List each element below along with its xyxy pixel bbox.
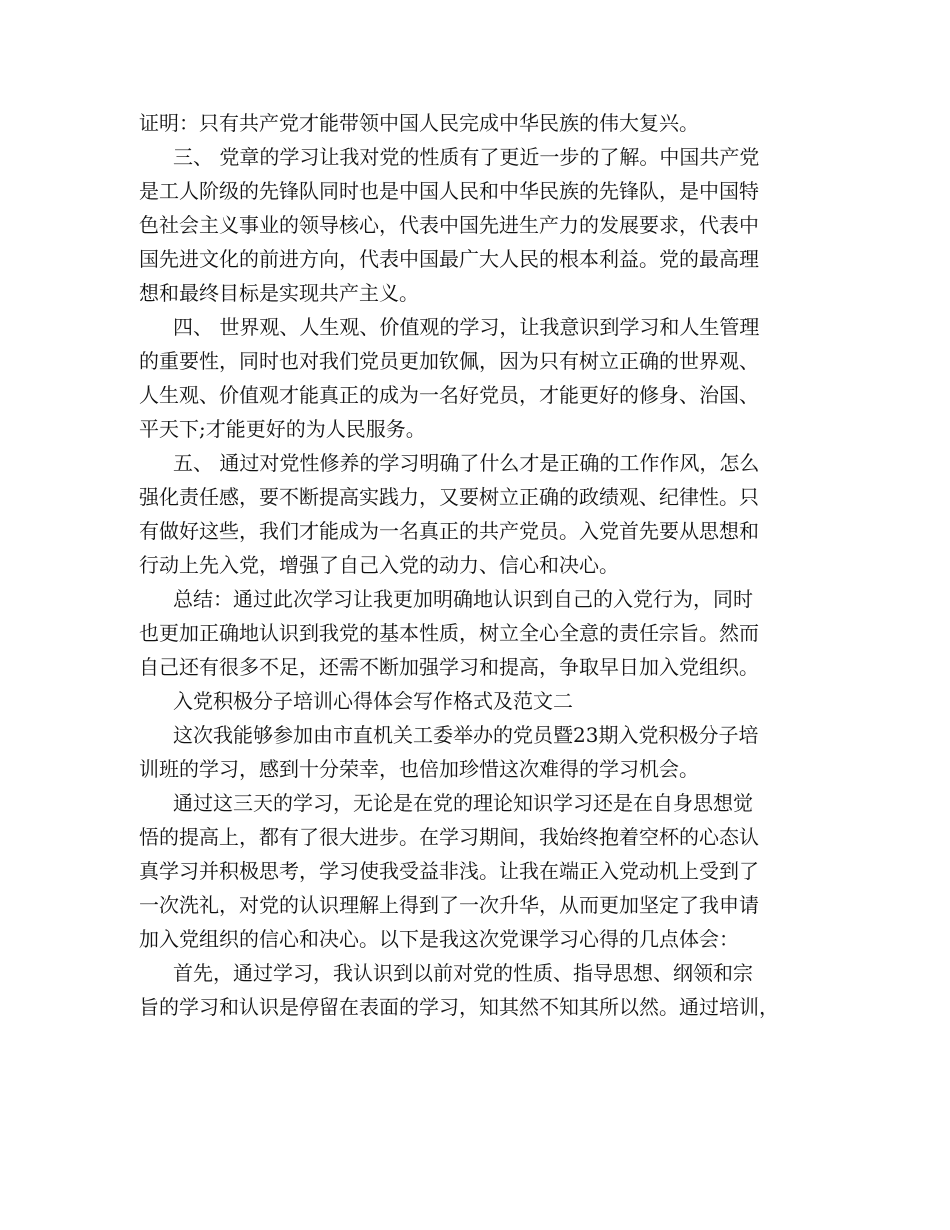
text-line: 强化责任感，要不断提高实践力，又要树立正确的政绩观、纪律性。只	[139, 485, 759, 509]
text-line: 色社会主义事业的领导核心，代表中国先进生产力的发展要求，代表中	[139, 213, 759, 237]
text-line: 想和最终目标是实现共产主义。	[139, 281, 419, 305]
text-line: 入党积极分子培训心得体会写作格式及范文二	[173, 689, 573, 713]
text-line: 真学习并积极思考，学习使我受益非浅。让我在端正入党动机上受到了	[139, 859, 759, 883]
text-line: 通过这三天的学习，无论是在党的理论知识学习还是在自身思想觉	[173, 791, 753, 815]
text-line: 行动上先入党，增强了自己入党的动力、信心和决心。	[139, 553, 619, 577]
text-line: 人生观、价值观才能真正的成为一名好党员，才能更好的修身、治国、	[139, 383, 759, 407]
text-line: 有做好这些，我们才能成为一名真正的共产党员。入党首先要从思想和	[139, 519, 759, 543]
text-line: 也更加正确地认识到我党的基本性质，树立全心全意的责任宗旨。然而	[139, 621, 759, 645]
text-line: 四、 世界观、人生观、价值观的学习，让我意识到学习和人生管理	[173, 315, 760, 339]
text-line: 训班的学习，感到十分荣幸，也倍加珍惜这次难得的学习机会。	[139, 757, 699, 781]
text-line: 这次我能够参加由市直机关工委举办的党员暨23期入党积极分子培	[173, 723, 759, 747]
text-line: 悟的提高上，都有了很大进步。在学习期间，我始终抱着空杯的心态认	[139, 825, 759, 849]
text-line: 国先进文化的前进方向，代表中国最广大人民的根本利益。党的最高理	[139, 247, 759, 271]
text-line: 首先，通过学习，我认识到以前对党的性质、指导思想、纲领和宗	[173, 961, 753, 985]
text-line: 总结：通过此次学习让我更加明确地认识到自己的入党行为，同时	[173, 587, 753, 611]
text-line: 加入党组织的信心和决心。以下是我这次党课学习心得的几点体会：	[139, 927, 739, 951]
text-line: 是工人阶级的先锋队同时也是中国人民和中华民族的先锋队，是中国特	[139, 179, 759, 203]
text-line: 五、 通过对党性修养的学习明确了什么才是正确的工作作风，怎么	[173, 451, 760, 475]
text-line: 的重要性，同时也对我们党员更加钦佩，因为只有树立正确的世界观、	[139, 349, 759, 373]
text-line: 三、 党章的学习让我对党的性质有了更近一步的了解。中国共产党	[173, 145, 760, 169]
text-line: 旨的学习和认识是停留在表面的学习，知其然不知其所以然。通过培训，	[139, 995, 779, 1019]
text-line: 一次洗礼，对党的认识理解上得到了一次升华，从而更加坚定了我申请	[139, 893, 759, 917]
text-line: 平天下;才能更好的为人民服务。	[139, 417, 426, 441]
document-body	[139, 106, 829, 1024]
text-line: 自己还有很多不足，还需不断加强学习和提高，争取早日加入党组织。	[139, 655, 759, 679]
text-line: 证明：只有共产党才能带领中国人民完成中华民族的伟大复兴。	[139, 111, 699, 135]
